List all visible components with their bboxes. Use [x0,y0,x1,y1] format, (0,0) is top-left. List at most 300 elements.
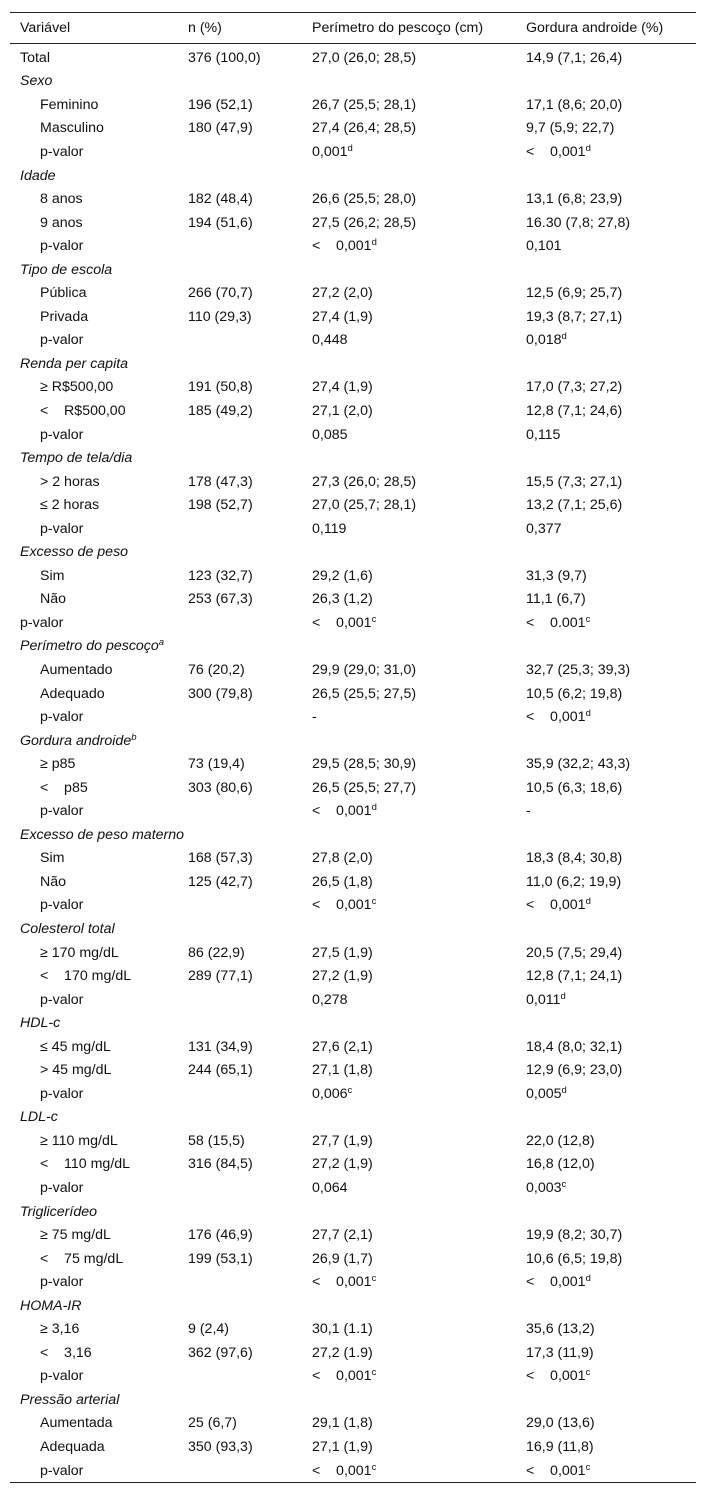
cell-text: 27,0 (25,7; 28,1) [312,497,417,514]
cell-android-fat [516,564,696,588]
cell-android-fat [516,941,696,965]
cell-text: ≥ 110 mg/dL [40,1132,118,1149]
cell-variable [10,234,178,258]
cell-variable [10,93,178,117]
cell-neck-perimeter [302,305,516,329]
group-label-cell [10,1200,696,1224]
cell-n-percent [178,211,302,235]
cell-n-percent [178,1082,302,1106]
group-label: Tipo de escola [20,261,113,278]
group-label: Excesso de peso materno [20,826,185,843]
cell-variable [10,1412,178,1436]
cell-text: < 75 mg/dL [40,1250,124,1267]
footnote-mark: c [371,1367,377,1379]
cell-variable [10,588,178,612]
cell-text: 26,5 (25,5; 27,5) [312,685,417,702]
cell-text: 16.30 (7,8; 27,8) [526,214,631,231]
group-label-cell [10,446,696,470]
cell-variable [10,187,178,211]
cell-text: 182 (48,4) [188,191,253,208]
cell-variable [10,752,178,776]
cell-variable [10,399,178,423]
group-label-cell [10,823,696,847]
cell-text: 17,0 (7,3; 27,2) [526,379,623,396]
cell-android-fat [516,281,696,305]
cell-n-percent [178,847,302,871]
cell-text: p-valor [40,1462,84,1479]
cell-android-fat [516,682,696,706]
table-row [10,493,696,517]
cell-text: < 0,001 [312,1274,372,1291]
table-row [10,1435,696,1459]
cell-neck-perimeter [302,1435,516,1459]
table-row [10,1223,696,1247]
cell-text: 30,1 (1.1) [312,1321,373,1338]
group-row [10,1106,696,1130]
cell-text: Sim [40,567,65,584]
cell-android-fat [516,658,696,682]
table-row [10,564,696,588]
cell-variable [10,964,178,988]
cell-variable [10,705,178,729]
table-row [10,234,696,258]
cell-text: < R$500,00 [40,402,126,419]
cell-variable [10,894,178,918]
cell-neck-perimeter [302,1153,516,1177]
cell-text: 29,0 (13,6) [526,1415,595,1432]
table-row [10,705,696,729]
cell-text: Não [40,591,67,608]
cell-text: 0,064 [312,1180,348,1197]
cell-text: 27,2 (1.9) [312,1344,373,1361]
cell-n-percent [178,870,302,894]
cell-neck-perimeter [302,470,516,494]
cell-android-fat [516,517,696,541]
table-row [10,658,696,682]
group-row [10,729,696,753]
cell-text: 27,0 (26,0; 28,5) [312,49,417,66]
cell-text: 35,6 (13,2) [526,1321,595,1338]
header-android-fat: Gordura androide (%) [516,13,696,44]
table-row [10,1247,696,1271]
cell-android-fat [516,1341,696,1365]
cell-text: 168 (57,3) [188,850,253,867]
cell-android-fat [516,964,696,988]
cell-text: 0,278 [312,991,348,1008]
cell-text: 32,7 (25,3; 39,3) [526,661,631,678]
group-label: Idade [20,167,56,184]
cell-text: ≥ 3,16 [40,1321,80,1338]
cell-text: 27,1 (1,8) [312,1062,373,1079]
table-row [10,305,696,329]
group-row [10,1294,696,1318]
cell-neck-perimeter [302,1412,516,1436]
cell-neck-perimeter [302,117,516,141]
cell-variable [10,1341,178,1365]
cell-android-fat [516,117,696,141]
cell-text: 22,0 (12,8) [526,1132,595,1149]
cell-n-percent [178,1459,302,1483]
cell-text: Feminino [40,96,99,113]
cell-android-fat [516,305,696,329]
cell-text: 125 (42,7) [188,873,253,890]
cell-variable [10,564,178,588]
cell-android-fat [516,470,696,494]
cell-neck-perimeter [302,564,516,588]
footnote-mark: d [371,237,377,249]
cell-neck-perimeter [302,44,516,70]
cell-n-percent [178,493,302,517]
cell-neck-perimeter [302,1247,516,1271]
cell-n-percent [178,187,302,211]
cell-text: < 0,001 [526,1368,586,1385]
cell-n-percent [178,800,302,824]
cell-android-fat [516,988,696,1012]
cell-android-fat [516,423,696,447]
cell-text: 26,9 (1,7) [312,1250,373,1267]
group-label-cell [10,540,696,564]
cell-text: ≥ 170 mg/dL [40,944,119,961]
cell-android-fat [516,752,696,776]
cell-variable [10,1223,178,1247]
cell-variable [10,776,178,800]
cell-text: 27,2 (1,9) [312,1156,373,1173]
cell-text: < 0,001 [312,803,372,820]
cell-text: 123 (32,7) [188,567,253,584]
group-label-cell [10,635,696,659]
cell-text: 17,1 (8,6; 20,0) [526,96,623,113]
cell-neck-perimeter [302,776,516,800]
cell-text: p-valor [40,143,84,160]
cell-text: < 0,001 [312,614,372,631]
cell-n-percent [178,941,302,965]
cell-text: 27,7 (1,9) [312,1132,373,1149]
footnote-mark: c [371,1461,377,1473]
cell-variable [10,682,178,706]
cell-text: ≥ 75 mg/dL [40,1227,111,1244]
cell-text: Aumentada [40,1415,113,1432]
cell-text: < p85 [40,779,88,796]
cell-android-fat [516,611,696,635]
group-row [10,164,696,188]
group-label-cell [10,1106,696,1130]
cell-n-percent [178,658,302,682]
cell-text: - [312,709,317,726]
cell-text: p-valor [40,1180,84,1197]
cell-text: 178 (47,3) [188,473,253,490]
cell-text: 0,448 [312,332,348,349]
cell-text: 13,2 (7,1; 25,6) [526,497,623,514]
cell-text: Adequado [40,685,105,702]
table-row [10,329,696,353]
table-row [10,1176,696,1200]
cell-text: 27,5 (26,2; 28,5) [312,214,417,231]
table-row [10,988,696,1012]
cell-variable [10,423,178,447]
cell-n-percent [178,964,302,988]
group-label: HDL-c [20,1015,61,1032]
cell-n-percent [178,1318,302,1342]
cell-variable [10,1059,178,1083]
table-row [10,140,696,164]
cell-variable [10,941,178,965]
group-label-cell [10,729,696,753]
cell-text: 27,2 (2,0) [312,285,373,302]
cell-text: 16,9 (11,8) [526,1439,594,1456]
footnote-mark: a [158,637,165,649]
cell-text: 362 (97,6) [188,1344,253,1361]
cell-text: < 0,001 [526,1462,586,1479]
cell-android-fat [516,800,696,824]
cell-android-fat [516,140,696,164]
cell-android-fat [516,1153,696,1177]
table-row [10,211,696,235]
table-row [10,588,696,612]
group-label: Tempo de tela/dia [20,450,133,467]
table-row [10,117,696,141]
cell-text: 10,5 (6,2; 19,8) [526,685,623,702]
cell-n-percent [178,776,302,800]
cell-text: Privada [40,308,89,325]
group-label: Colesterol total [20,921,115,937]
cell-n-percent [178,752,302,776]
cell-n-percent [178,1435,302,1459]
cell-neck-perimeter [302,1059,516,1083]
cell-text: 14,9 (7,1; 26,4) [526,49,623,66]
cell-text: p-valor [20,614,64,631]
cell-variable [10,117,178,141]
cell-text: 27,4 (1,9) [312,379,373,396]
cell-variable [10,1082,178,1106]
cell-text: 26,3 (1,2) [312,591,373,608]
cell-text: < 0,001 [312,1368,372,1385]
header-row [10,13,696,44]
cell-text: 11,1 (6,7) [526,591,586,608]
table-row [10,93,696,117]
cell-text: 27,6 (2,1) [312,1038,373,1055]
group-label-cell [10,1011,696,1035]
cell-android-fat [516,705,696,729]
cell-variable [10,1129,178,1153]
cell-android-fat [516,1176,696,1200]
cell-text: 0,377 [526,520,562,537]
cell-n-percent [178,140,302,164]
cell-text: 26,6 (25,5; 28,0) [312,191,417,208]
cell-n-percent [178,44,302,70]
cell-text: 29,1 (1,8) [312,1415,373,1432]
table-row [10,517,696,541]
cell-n-percent [178,281,302,305]
cell-text: 12,8 (7,1; 24,1) [526,968,623,985]
cell-text: 12,5 (6,9; 25,7) [526,285,623,302]
cell-text: 10,6 (6,5; 19,8) [526,1250,623,1267]
table-row [10,1318,696,1342]
cell-text: 0,011 [526,991,561,1008]
cell-variable [10,493,178,517]
cell-neck-perimeter [302,1082,516,1106]
cell-android-fat [516,1223,696,1247]
cell-text: 73 (19,4) [188,756,245,773]
cell-n-percent [178,517,302,541]
cell-android-fat [516,1459,696,1483]
cell-android-fat [516,1318,696,1342]
group-label-cell [10,1388,696,1412]
group-label: Triglicerídeo [20,1203,98,1220]
cell-text: 19,9 (8,2; 30,7) [526,1227,623,1244]
cell-text: p-valor [40,1274,84,1291]
group-row [10,917,696,941]
cell-android-fat [516,1270,696,1294]
cell-neck-perimeter [302,1318,516,1342]
cell-text: 0,005 [526,1085,562,1102]
cell-text: 58 (15,5) [188,1132,245,1149]
cell-variable [10,329,178,353]
cell-text: 289 (77,1) [188,968,253,985]
data-table [10,12,696,1483]
cell-text: 27,3 (26,0; 28,5) [312,473,417,490]
group-label: Perímetro do pescoço [20,638,159,655]
footnote-mark: d [561,1084,567,1096]
footnote-mark: c [347,1084,353,1096]
cell-android-fat [516,1435,696,1459]
cell-android-fat [516,1059,696,1083]
cell-text: 12,9 (6,9; 23,0) [526,1062,623,1079]
cell-android-fat [516,44,696,70]
header-n-percent: n (%) [178,13,302,44]
cell-variable [10,611,178,635]
table-body [10,44,696,1483]
header-neck-perimeter: Perímetro do pescoço (cm) [302,13,516,44]
cell-neck-perimeter [302,234,516,258]
cell-text: 0,119 [312,520,347,537]
cell-n-percent [178,470,302,494]
cell-n-percent [178,1247,302,1271]
cell-android-fat [516,894,696,918]
cell-text: 20,5 (7,5; 29,4) [526,944,623,961]
cell-n-percent [178,588,302,612]
cell-text: 35,9 (32,2; 43,3) [526,756,631,773]
cell-text: < 3,16 [40,1344,92,1361]
cell-neck-perimeter [302,1365,516,1389]
cell-text: < 0.001 [526,614,586,631]
cell-text: 300 (79,8) [188,685,253,702]
cell-variable [10,1435,178,1459]
cell-neck-perimeter [302,140,516,164]
cell-neck-perimeter [302,423,516,447]
cell-neck-perimeter [302,658,516,682]
cell-neck-perimeter [302,941,516,965]
footnote-mark: d [347,142,353,154]
cell-neck-perimeter [302,847,516,871]
cell-text: p-valor [40,709,84,726]
cell-text: 12,8 (7,1; 24,6) [526,402,623,419]
table-row [10,870,696,894]
cell-neck-perimeter [302,1270,516,1294]
cell-text: 27,2 (1,9) [312,968,373,985]
cell-text: Pública [40,285,87,302]
cell-text: Sim [40,850,65,867]
cell-text: 26,5 (1,8) [312,873,373,890]
cell-neck-perimeter [302,1223,516,1247]
cell-variable [10,305,178,329]
cell-text: ≤ 45 mg/dL [40,1038,111,1055]
cell-text: 18,3 (8,4; 30,8) [526,850,623,867]
group-row [10,258,696,282]
cell-text: 76 (20,2) [188,661,245,678]
cell-text: 27,8 (2,0) [312,850,373,867]
table-row [10,1341,696,1365]
cell-n-percent [178,1176,302,1200]
cell-neck-perimeter [302,964,516,988]
table-row [10,1129,696,1153]
table-row [10,1459,696,1483]
group-label-cell [10,917,696,941]
cell-text: 199 (53,1) [188,1250,253,1267]
table-row [10,1365,696,1389]
group-row [10,446,696,470]
cell-text: 27,5 (1,9) [312,944,373,961]
cell-text: > 45 mg/dL [40,1062,112,1079]
cell-variable [10,988,178,1012]
cell-variable [10,1270,178,1294]
cell-n-percent [178,234,302,258]
group-row [10,1011,696,1035]
cell-neck-perimeter [302,800,516,824]
table-row [10,682,696,706]
cell-neck-perimeter [302,281,516,305]
table-row [10,1153,696,1177]
table-row [10,611,696,635]
cell-text: ≥ p85 [40,756,76,773]
footnote-mark: c [371,613,377,625]
cell-n-percent [178,611,302,635]
cell-text: 0,085 [312,426,348,443]
table-row [10,1035,696,1059]
footnote-mark: c [585,1461,591,1473]
cell-text: < 0,001 [526,709,586,726]
cell-android-fat [516,399,696,423]
cell-text: 0,115 [526,426,561,443]
table-row [10,941,696,965]
footnote-mark: c [585,613,591,625]
cell-variable [10,470,178,494]
cell-variable [10,870,178,894]
table-row [10,752,696,776]
cell-neck-perimeter [302,682,516,706]
cell-text: ≤ 2 horas [40,497,100,514]
cell-text: 180 (47,9) [188,120,253,137]
table-row [10,423,696,447]
footnote-mark: c [371,896,377,908]
footnote-mark: d [585,708,591,720]
cell-text: p-valor [40,520,84,537]
table-row [10,847,696,871]
group-label: Gordura androide [20,732,132,749]
cell-text: 191 (50,8) [188,379,253,396]
cell-text: p-valor [40,426,84,443]
table-row [10,894,696,918]
cell-text: 17,3 (11,9) [526,1344,594,1361]
table-row [10,1412,696,1436]
group-row [10,1388,696,1412]
cell-variable [10,1247,178,1271]
cell-text: 86 (22,9) [188,944,245,961]
cell-text: p-valor [40,332,84,349]
cell-text: 176 (46,9) [188,1227,253,1244]
cell-text: < 110 mg/dL [40,1156,131,1173]
cell-variable [10,140,178,164]
cell-text: 9 anos [40,214,83,231]
